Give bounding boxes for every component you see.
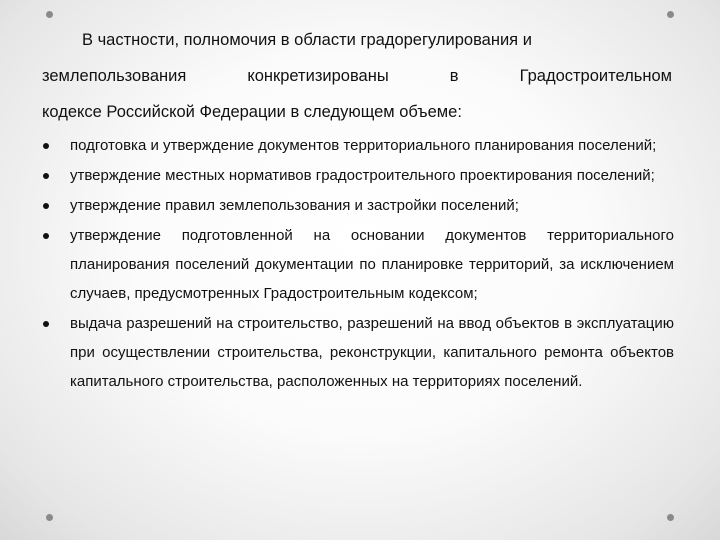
intro-word: землепользования bbox=[42, 67, 187, 85]
list-item bbox=[42, 131, 674, 160]
corner-dot-top-right bbox=[667, 11, 674, 18]
intro-line-1: В частности, полномочия в области градорегулирования и bbox=[82, 31, 532, 49]
corner-dot-top-left bbox=[46, 11, 53, 18]
bullet-icon bbox=[43, 233, 49, 239]
bullet-icon bbox=[43, 321, 49, 327]
bullet-icon bbox=[43, 203, 49, 209]
list-item bbox=[42, 221, 674, 308]
list-item-text: выдача разрешений на строительство, разрешений на ввод объектов в эксплуатацию при осуществлении строительства, реконструкции, капитального ремонта объектов капитального строительства, расположенных на территориях поселений. bbox=[70, 315, 674, 390]
bullet-list bbox=[42, 131, 674, 397]
intro-word: конкретизированы bbox=[247, 67, 389, 85]
intro-word: в bbox=[449, 67, 459, 85]
list-item-text: утверждение подготовленной на основании документов территориального планирования поселений документации по планировке территорий, за исключением случаев, предусмотренных Градостроительным кодексом; bbox=[70, 227, 674, 302]
intro-word: Градостроительном bbox=[519, 67, 672, 85]
list-item bbox=[42, 309, 674, 396]
intro-line-3: кодексе Российской Федерации в следующем объеме: bbox=[42, 103, 462, 121]
list-item-text: утверждение местных нормативов градостроительного проектирования поселений; bbox=[70, 167, 655, 184]
corner-dot-bottom-right bbox=[667, 514, 674, 521]
corner-dot-bottom-left bbox=[46, 514, 53, 521]
intro-line-2 bbox=[42, 58, 672, 94]
bullet-icon bbox=[43, 173, 49, 179]
intro-paragraph bbox=[42, 22, 672, 130]
bullet-icon bbox=[43, 143, 49, 149]
list-item-text: утверждение правил землепользования и застройки поселений; bbox=[70, 197, 519, 214]
list-item-text: подготовка и утверждение документов территориального планирования поселений; bbox=[70, 137, 657, 154]
list-item bbox=[42, 161, 674, 190]
list-item bbox=[42, 191, 674, 220]
